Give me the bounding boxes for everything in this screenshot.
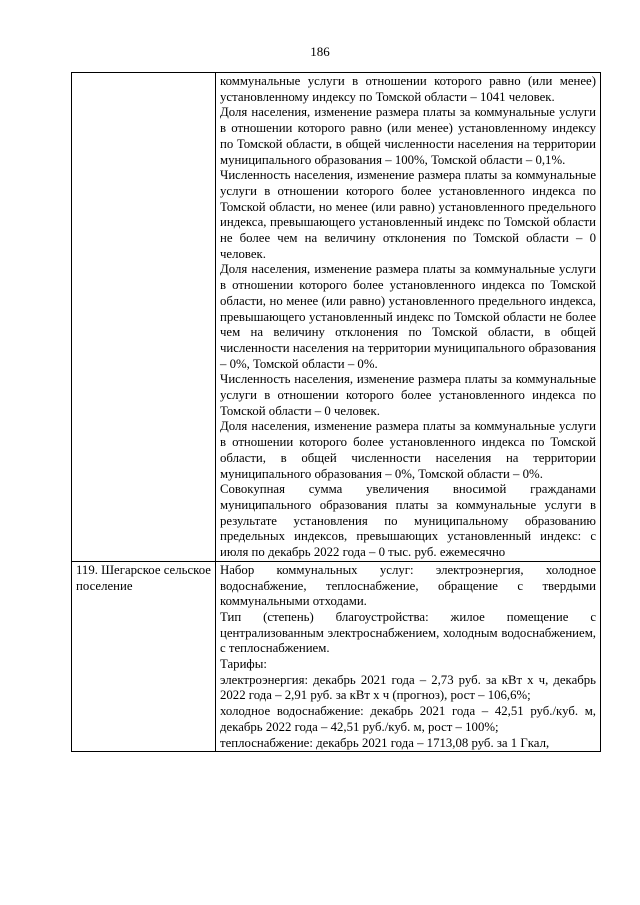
paragraph: холодное водоснабжение: декабрь 2021 года – 42,51 руб./куб. м, декабрь 2022 года – 42,51 руб./куб. м, рост – 100%; xyxy=(220,704,596,734)
table-row xyxy=(72,73,601,562)
description-cell xyxy=(216,561,601,751)
paragraph: коммунальные услуги в отношении которого равно (или менее) установленному индексу по Томской области – 1041 человек. xyxy=(220,74,596,104)
paragraph: Численность населения, изменение размера платы за коммунальные услуги в отношении которого более установленного индекса по Томской области, но менее (или равно) установленного предельного индекса, превышающего установленный индекс по Томской области не более чем на величину отклонения по Томской области – 0 человек. xyxy=(220,168,596,261)
description-cell xyxy=(216,73,601,562)
municipality-cell xyxy=(72,73,216,562)
paragraph: Доля населения, изменение размера платы за коммунальные услуги в отношении которого равно (или менее) установленному индексу по Томской области, в общей численности населения на территории муниципального образования – 100%, Томской области – 0,1%. xyxy=(220,105,596,167)
paragraph: Набор коммунальных услуг: электроэнергия, холодное водоснабжение, теплоснабжение, обращение с твердыми коммунальными отходами. xyxy=(220,562,596,609)
municipality-cell: 119. Шегарское сельское поселение xyxy=(72,561,216,751)
paragraph: Совокупная сумма увеличения вносимой гражданами муниципального образования платы за коммунальные услуги в результате установления по муниципальному образованию предельных индексов, превышающих установленный индекс: с июля по декабрь 2022 года – 0 тыс. руб. ежемесячно xyxy=(220,482,596,560)
paragraph: теплоснабжение: декабрь 2021 года – 1713,08 руб. за 1 Гкал, xyxy=(220,735,550,750)
document-table xyxy=(71,72,601,752)
page-number: 186 xyxy=(310,44,330,59)
paragraph: Доля населения, изменение размера платы за коммунальные услуги в отношении которого более установленного индекса по Томской области, но менее (или равно) установленного предельного индекса, превышающего установленный индекс по Томской области не более чем на величину отклонения по Томской области, в общей численности населения на территории муниципального образования – 0%, Томской области – 0%. xyxy=(220,262,596,371)
paragraph: Тип (степень) благоустройства: жилое помещение с централизованным электроснабжением, холодным водоснабжением, с теплоснабжением. xyxy=(220,609,596,656)
paragraph: Доля населения, изменение размера платы за коммунальные услуги в отношении которого более установленного индекса по Томской области, в общей численности населения на территории муниципального образования – 0%, Томской области – 0%. xyxy=(220,419,596,481)
table-row xyxy=(72,561,601,751)
paragraph: электроэнергия: декабрь 2021 года – 2,73 руб. за кВт х ч, декабрь 2022 года – 2,91 руб. за кВт х ч (прогноз), рост – 106,6%; xyxy=(220,672,596,703)
paragraph: Численность населения, изменение размера платы за коммунальные услуги в отношении которого более установленного индекса по Томской области – 0 человек. xyxy=(220,372,596,418)
paragraph: Тарифы: xyxy=(220,657,267,672)
